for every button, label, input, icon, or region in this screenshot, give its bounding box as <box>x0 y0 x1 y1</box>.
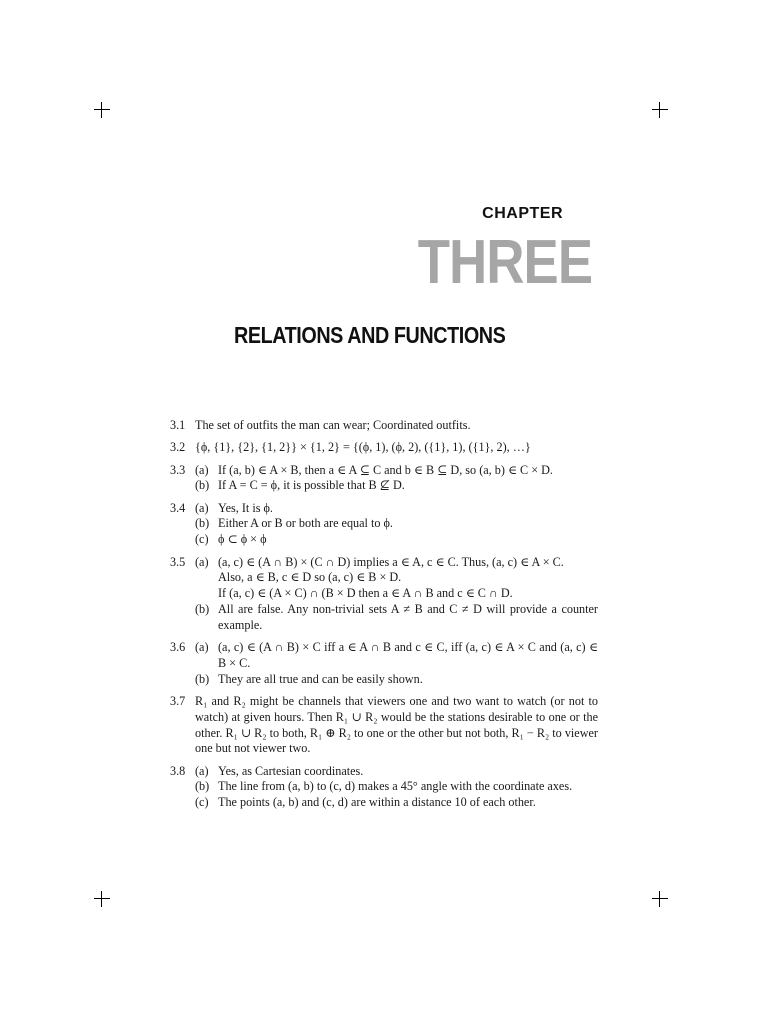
exercise-item <box>170 440 598 456</box>
chapter-number: THREE <box>417 228 592 297</box>
part-label: (b) <box>195 671 210 686</box>
exercise-item <box>170 640 598 687</box>
part-text: The line from (a, b) to (c, d) makes a 45° angle with the coordinate axes. <box>218 779 573 794</box>
part-label: (a) <box>195 554 209 569</box>
exercise-item <box>170 555 598 634</box>
exercise-part <box>195 795 598 811</box>
crop-mark-top-left <box>94 102 110 118</box>
exercise-part <box>195 501 598 517</box>
part-label: (b) <box>195 516 210 531</box>
part-text: (a, c) ∈ (A ∩ B) × (C ∩ D) implies a ∈ A, c ∈ C. Thus, (a, c) ∈ A × C. <box>218 554 564 569</box>
exercise-part <box>195 764 598 780</box>
exercise-number: 3.2 <box>170 440 186 455</box>
part-text: Yes, It is ϕ. <box>218 500 273 515</box>
part-label: (a) <box>195 763 209 778</box>
part-label: (b) <box>195 478 210 493</box>
exercise-number: 3.4 <box>170 500 186 515</box>
part-label: (a) <box>195 462 209 477</box>
part-text: If (a, c) ∈ (A × C) ∩ (B × D then a ∈ A ∩ B and c ∈ C ∩ D. <box>218 586 513 601</box>
part-text: Yes, as Cartesian coordinates. <box>218 763 364 778</box>
exercise-number: 3.6 <box>170 640 186 655</box>
exercise-item <box>170 418 598 434</box>
exercise-item <box>170 463 598 495</box>
exercise-list <box>170 418 598 818</box>
part-text: Also, a ∈ B, c ∈ D so (a, c) ∈ B × D. <box>218 570 402 585</box>
exercise-text: R₁ and R₂ might be channels that viewers one and two want to watch (or not to watch) at given hours. Then R₁ ∪ R₂ would be the stations desirable to one or the other. R₁ ∪ R₂ to both, R₁ ⊕ R₂ to one or the other but not both, R₁ − R₂ to viewer one but not viewer two. <box>195 693 598 756</box>
exercise-part <box>195 516 598 532</box>
part-label: (c) <box>195 532 209 547</box>
exercise-part <box>195 672 598 688</box>
crop-mark-top-right <box>652 102 668 118</box>
part-text: They are all true and can be easily shown. <box>218 671 423 686</box>
part-text: The points (a, b) and (c, d) are within a distance 10 of each other. <box>218 795 536 810</box>
part-text: (a, c) ∈ (A ∩ B) × C iff a ∈ A ∩ B and c ∈ C, iff (a, c) ∈ A × C and (a, c) ∈ B × C. <box>218 640 598 670</box>
exercise-item <box>170 764 598 811</box>
exercise-part <box>195 463 598 479</box>
part-text: If (a, b) ∈ A × B, then a ∈ A ⊆ C and b ∈ B ⊆ D, so (a, b) ∈ C × D. <box>218 462 553 477</box>
chapter-title: RELATIONS AND FUNCTIONS <box>234 322 506 348</box>
exercise-part <box>195 478 598 494</box>
exercise-part <box>195 640 598 672</box>
exercise-part <box>195 532 598 548</box>
part-label: (a) <box>195 640 209 655</box>
exercise-part <box>195 555 598 602</box>
exercise-number: 3.5 <box>170 554 186 569</box>
part-label: (c) <box>195 795 209 810</box>
exercise-item <box>170 694 598 757</box>
part-label: (b) <box>195 601 210 616</box>
crop-mark-bottom-left <box>94 891 110 907</box>
part-text: All are false. Any non-trivial sets A ≠ B and C ≠ D will provide a counter example. <box>218 601 598 632</box>
exercise-part <box>195 602 598 634</box>
crop-mark-bottom-right <box>652 891 668 907</box>
part-text: Either A or B or both are equal to ϕ. <box>218 516 393 531</box>
exercise-part <box>195 779 598 795</box>
exercise-text: {ϕ, {1}, {2}, {1, 2}} × {1, 2} = {(ϕ, 1), (ϕ, 2), ({1}, 1), ({1}, 2), …} <box>195 440 531 455</box>
part-text: ϕ ⊂ ϕ × ϕ <box>218 532 267 547</box>
exercise-item <box>170 501 598 548</box>
exercise-number: 3.3 <box>170 462 186 477</box>
part-label: (b) <box>195 779 210 794</box>
exercise-number: 3.7 <box>170 693 186 708</box>
chapter-label: CHAPTER <box>482 205 563 222</box>
part-label: (a) <box>195 500 209 515</box>
exercise-number: 3.1 <box>170 418 186 432</box>
part-text: If A = C = ϕ, it is possible that B ⊈ D. <box>218 478 405 493</box>
exercise-text: The set of outfits the man can wear; Coordinated outfits. <box>195 418 471 432</box>
exercise-number: 3.8 <box>170 763 186 778</box>
